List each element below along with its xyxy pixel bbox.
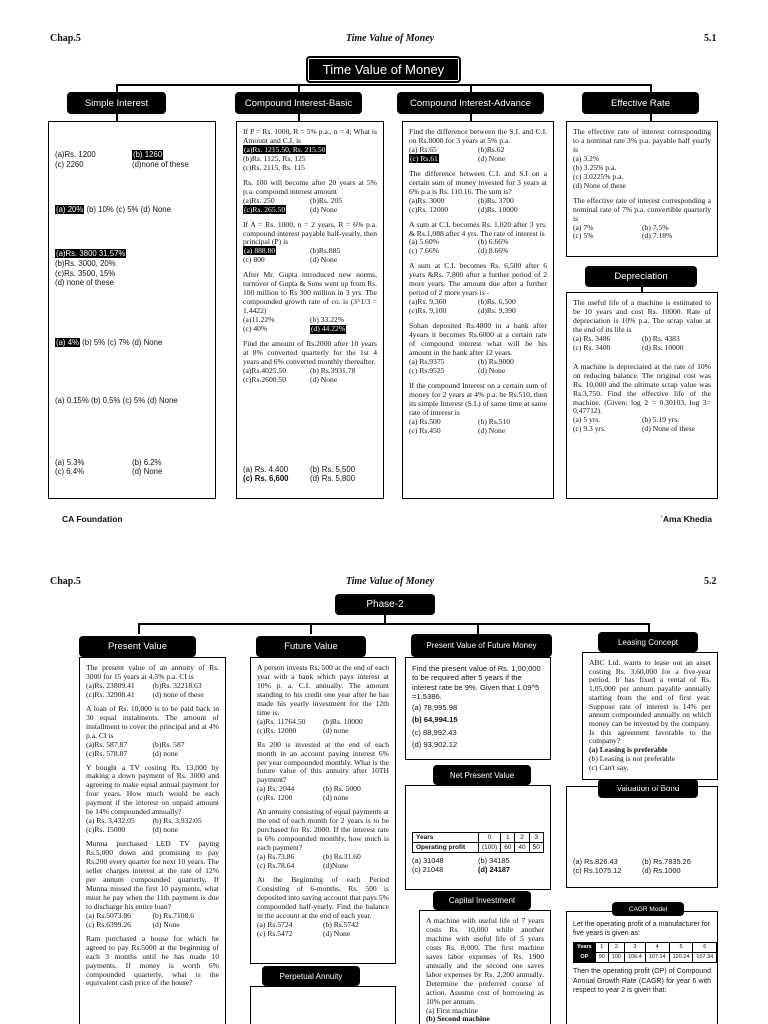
option: (c)Rs. 3500, 15% [55, 268, 116, 278]
option: (d) None [310, 374, 338, 384]
option: (b) 34185 [478, 856, 510, 865]
table-cell: 0 [479, 833, 501, 843]
section-ci-basic: Compound Interest-Basic [235, 92, 362, 114]
option: (b)Rs. 10000 [323, 716, 363, 726]
table-cell: 6 [693, 943, 717, 953]
option: (a) Rs.9375 [409, 356, 445, 366]
question: A sum at C.I. becomes Rs. 6,500 after 6 years &Rs. 7,800 after a further period of 2 more years. The amount due after a further period of 2 more years is - [409, 261, 547, 298]
option: (a)Rs.4025.50 [243, 365, 287, 375]
effective-rate-box [566, 121, 718, 257]
leasing-box [582, 652, 718, 780]
option: (a) First machine [426, 1005, 478, 1015]
table-cell: 107.14 [645, 953, 669, 963]
option: (a) 5 yrs. [573, 415, 601, 425]
question: Find the difference between the S.I. and C.I. on Rs.8000 for 3 years at 5% p.a. [409, 127, 547, 145]
option: (c) Rs.6399.26 [86, 919, 131, 929]
option-answer: (c)Rs. 265.50 [244, 204, 286, 214]
option: (d)None [323, 861, 349, 871]
question: A machine is depreciated at the rate of 10% on reducing balance. The original cost was Rs. 10,000 and the ultimate scrap value was Rs.3,750. Find the effective life of the machine. (Given: log 2 = 0.30103, log 3= 0.47712). [573, 361, 711, 416]
option: (d) none of these [55, 278, 114, 288]
option: (c) Rs.1075.12 [573, 866, 622, 875]
option: (b) 6.2% [132, 457, 162, 467]
option: (a) 31048 [412, 856, 444, 865]
question: If the compound Interest on a certain sum of money for 2 years at 4% p.a. be Rs.510, then its simple Interest (S.I.) of same time at same rate of interest is [409, 380, 547, 417]
option: (c)Rs. 15000 [86, 825, 126, 835]
option: (a) Rs. 2044 [257, 784, 295, 794]
question: At the Beginning of each Period Consisting of 6-months, Rs. 500 is deposited into saving account that pays 5% compounded half-yearly. Find the balance in the account at the end of each year. [257, 874, 389, 920]
section-capital-investment: Capital Investment [433, 891, 531, 910]
section-bond: Valuation of Bond [598, 779, 698, 798]
chapter-label: Chap.5 [50, 576, 81, 587]
option: (a) Rs.5724 [257, 919, 293, 929]
option: (c) Rs.78.64 [257, 861, 295, 871]
option: (d) None [478, 365, 506, 375]
option: (a) Rs.5073.86 [86, 910, 131, 920]
question: Find the amount of Rs.2000 after 10 years at 8% converted quarterly for the 1st 4 years and 6% converted monthly thereafter. [243, 339, 377, 366]
table-header: Years [574, 943, 596, 953]
option: (d) Rs. 10000 [642, 342, 684, 352]
question: Let the operating profit of a manufacturer for five years is given as: [573, 921, 710, 938]
option-answer: (b) Second machine [426, 1014, 490, 1024]
section-future-value: Future Value [256, 636, 366, 657]
option: (c) Rs.450 [409, 425, 441, 435]
ci-advance-box [402, 121, 554, 499]
option: (b) Rs.7835.26 [642, 857, 691, 866]
option: (a) 5.60% [409, 237, 439, 247]
section-ci-advance: Compound Interest-Advance [397, 92, 544, 114]
question: If A = Rs. 1000, n = 2 years, R = 6% p.a. compound interest payable half-yearly, then principal (P) is [243, 219, 377, 247]
option-answer: (b) 64,994.15 [412, 715, 458, 725]
option: (b)Rs. 205 [310, 195, 343, 205]
footer-left: CA Foundation [62, 514, 123, 524]
option: (b)Rs. 1125, Rs. 125 [243, 153, 306, 163]
connector-line [384, 615, 386, 623]
option: (a)Rs. 23809.41 [86, 680, 135, 690]
option: (c) 6.4% [55, 467, 85, 477]
option: (c) Rs.5472 [257, 928, 293, 938]
option-answer: (a)Rs. 3800 31.57% [56, 249, 126, 259]
ci-basic-box [236, 121, 384, 499]
cagr-box [566, 911, 718, 1024]
option: (a) Rs.826.43 [573, 857, 618, 866]
table-cell: 120.24 [669, 953, 693, 963]
section-simple-interest: Simple Interest [67, 92, 166, 114]
option: (c) 3.0225% p.a. [573, 171, 624, 181]
option: (d) 7.18% [642, 231, 673, 241]
option-answer: (d) 44.22% [311, 324, 346, 334]
option: (d)Rs. 10000 [478, 204, 518, 214]
section-leasing: Leasing Concept [598, 632, 698, 652]
question: Find the present value of Rs. 1,00,000 to be required after 5 years if the interest rate be 9%. Given that 1.09^5 =1.5386. [412, 664, 541, 701]
option: (b) Rs. 4383 [642, 333, 680, 343]
option: (b) 7.5% [642, 222, 669, 232]
option: (a) 0.15% (b) 0.5% (c) 5% (d) None [55, 395, 178, 405]
option: (a)11.22% [243, 315, 275, 325]
option: (d) None [132, 467, 163, 477]
option: (a) Rs.65 [409, 144, 437, 154]
option: (a) Rs.73.86 [257, 852, 295, 862]
option: (a) Rs.500 [409, 416, 441, 426]
question: The effective rate of interest corresponding to a nominal rate 3% p.a. payable half yearly is [573, 127, 711, 154]
question: The present value of an annuity of Rs. 3000 for 15 years at 4.5% p.a. CI is [86, 663, 219, 681]
option: (d) None of these [573, 180, 626, 190]
option: (c)Rs.2600.50 [243, 374, 287, 384]
table-cell: 90 [595, 953, 608, 963]
option: (a) Rs. 3,432.05 [86, 816, 135, 826]
option: (b) 33.22% [310, 315, 345, 325]
table-cell: 3 [529, 833, 543, 843]
page-number: 5.2 [704, 576, 717, 587]
option: (c) 800 [243, 255, 265, 265]
connector-line [477, 623, 479, 634]
capital-investment-box [419, 910, 551, 1024]
option-answer: (b) 1260 [133, 150, 163, 159]
option-answer: (c) Rs. 6,600 [243, 474, 289, 484]
option: (a) 78,995.98 [412, 703, 458, 712]
option-answer: (c) Rs.61 [410, 153, 438, 163]
question: Rs 200 is invested at the end of each month in an account paying interest 6% per year compounded monthly. What is the future value of this annuity after 10TH payment? [257, 739, 389, 785]
option: (c)Rs. 12000 [257, 725, 297, 735]
option: (d) none [323, 725, 349, 735]
option: (d) Rs.1000 [642, 866, 681, 875]
connector-line [116, 84, 650, 86]
option: (c)Rs. 2115, Rs. 115 [243, 162, 305, 172]
table-cell: 4 [645, 943, 669, 953]
bond-box [566, 786, 718, 888]
option: (d) 93,902.12 [412, 739, 458, 749]
option: (d) None [310, 255, 338, 265]
phase-title: Phase-2 [335, 594, 435, 615]
question: ABC Ltd. wants to lease out an asset costing Rs. 3,60,000 for a five-year period. It has fixed a rental of Rs. 1,05,000 per annum payable annually starting from the end of first year. Suppose rate of interest is 14% per annum compounded annually on which money can be invested by the company. Is this agreement favorable to the company? [589, 658, 711, 746]
npv-box [405, 785, 551, 890]
section-present-value: Present Value [79, 636, 196, 657]
connector-line [138, 623, 140, 634]
option: (c) 21048 [412, 865, 444, 874]
option: (c)Rs. 12000 [409, 204, 449, 214]
section-effective-rate: Effective Rate [582, 92, 699, 114]
option: (b)Rs.885 [310, 246, 341, 256]
table-cell: 40 [515, 843, 529, 853]
option-answer: (a)Rs. 1215.50, Rs. 215.50 [244, 144, 326, 154]
option: (b)Rs. 3000, 20% [55, 258, 116, 268]
option: (b) 10% (c) 5% (d) None [86, 205, 171, 215]
option: (b)Rs.62 [478, 144, 505, 154]
question: The difference between C.I. and S.I on a certain sum of money invested for 3 years at 6% p.a is Rs. 110.16. The sum is? [409, 168, 547, 196]
footer-right: `Ama Khedia [660, 514, 712, 524]
connector-line [138, 623, 648, 625]
option: (d) None of these [642, 424, 695, 434]
question: A loan of Rs. 10,000 is to be paid back in 30 equal instalments. The amount of installment to cover the principal and at 4% p.a. CI is [86, 703, 219, 740]
question: A machine with useful life of 7 years costs Rs. 10,000 while another machine with useful life of 5 years costs Rs. 8,000. The first machine saves labor expenses of Rs. 1900 annually and the second one saves labor expenses by Rs. 2,200 annually. Determine the preferred course of action. Assume cost of borrowing as 10% per annum. [426, 916, 544, 1006]
connector-line [310, 623, 312, 634]
option: (b)Rs. 3700 [478, 195, 514, 205]
option: (b) Leasing is not preferable [589, 753, 676, 763]
table-cell: 1 [501, 833, 515, 843]
future-value-box [250, 657, 396, 964]
table-cell: 157.34 [693, 953, 717, 963]
connector-line [648, 623, 650, 632]
question: Ram purchased a house for which he agreed to pay Rs.5000 at the beginning of each 3 months until he has made 10 payments. If money is worth 6% compounded quarterly, what is the equivalent cash price of the house? [86, 933, 219, 988]
option-answer: (a) 888.80 [244, 246, 276, 256]
option: (b) 5% (c) 7% (d) None [82, 338, 163, 348]
page-number: 5.1 [704, 33, 717, 44]
option: (a) 3.2% [573, 153, 600, 163]
option-answer: (a) Leasing is preferable [589, 745, 668, 755]
simple-interest-box [48, 121, 216, 499]
option: (c) 9.3 yrs. [573, 424, 606, 434]
option-answer: (d) 24187 [478, 865, 511, 874]
option: (a) 5.3% [55, 457, 85, 467]
connector-line [116, 84, 118, 92]
main-title: Time Value of Money [306, 56, 461, 83]
option-answer: (a) 4% [56, 338, 79, 348]
option: (b) Rs. 5000 [323, 784, 361, 794]
option: (a)Rs. 9,360 [409, 297, 447, 307]
table-header: Operating profit [413, 843, 479, 853]
section-depreciation: Depreciation [585, 266, 697, 287]
question: After Mr. Gupta introduced new norms, turnover of Gupta & Sons went up from Rs. 100 million to Rs 300 million in 3 yrs. The compounded growth rate of co. is (3^1/3 = 1.4422) [243, 270, 377, 316]
question: The effective rate of interest corresponding a nominal rate of 7% p.a. convertible quarterly is [573, 195, 711, 223]
option: (c) Can't say. [589, 762, 629, 772]
option: (b) Rs.31.60 [323, 852, 361, 862]
option: (a) Rs. 4,400 [243, 465, 289, 474]
table-cell: 50 [529, 843, 543, 853]
cagr-table [573, 942, 717, 963]
option: (c) Rs.9525 [409, 365, 445, 375]
option: (d) 8.66% [478, 246, 509, 256]
option: (c) 40% [243, 324, 268, 334]
section-cagr: CAGR Model [612, 902, 684, 916]
option: (d) None [152, 919, 180, 929]
question: Rs. 100 will become after 20 years at 5% p.a. compound interest amount [243, 177, 377, 196]
option: (d) none of these [152, 689, 204, 699]
table-cell: 5 [669, 943, 693, 953]
table-cell: 100 [608, 953, 624, 963]
option: (a) Rs. 3486 [573, 333, 611, 343]
option: (c)Rs. 9,100 [409, 306, 447, 316]
question: Y bought a TV costing Rs. 13,000 by making a down payment of Rs. 3000 and agreeing to make equal annual payment for four years. How much would be each payment if the interest on unpaid amount be 14% compounded annually? [86, 762, 219, 817]
option: (b) Rs.3931.78 [310, 365, 356, 375]
option: (b)Rs. 32218.63 [152, 680, 202, 690]
option: (d) none [323, 793, 349, 803]
option: (b)Rs. 587 [152, 739, 185, 749]
option: (c) Rs. 3400 [573, 342, 611, 352]
table-header: Years [413, 833, 479, 843]
option: (c)Rs. 1200 [257, 793, 293, 803]
option: (b) 6.66% [478, 237, 509, 247]
option: (d)Rs. 9,390 [478, 306, 516, 316]
npv-table [412, 832, 544, 853]
question: Sohan deposited Rs.4800 in a bank after 4years it becomes Rs.6000 at a certain rate of compound interest what will be his amount in the bank after 12 years. [409, 321, 547, 357]
option: (b) Rs. 3,932.05 [152, 816, 202, 826]
table-cell: 60 [501, 843, 515, 853]
question: A sum at C.I. becomes Rs. 1,020 after 3 yrs. & Rs.1,088 after 4 yrs. The rate of interest is [409, 219, 547, 238]
table-header: OP [574, 953, 596, 963]
option: (b)Rs. 6,500 [478, 297, 516, 307]
table-cell: 2 [608, 943, 624, 953]
table-cell: 2 [515, 833, 529, 843]
option: (d) None [478, 153, 506, 163]
option: (a)Rs. 11764.50 [257, 716, 306, 726]
option: (c) 5% [573, 231, 594, 241]
option: (c) 7.66% [409, 246, 439, 256]
option: (b) 3.25% p.a. [573, 162, 617, 172]
option: (d) none [152, 825, 179, 835]
question: An annuity consisting of equal payments at the end of each month for 2 years is to be purchased for Rs. 2000. If the interest rate is 6% compounded monthly, how much is each payment? [257, 807, 389, 853]
connector-line [650, 84, 652, 92]
connector-line [470, 84, 472, 92]
option: (c) 88,992.43 [412, 727, 457, 737]
table-cell: 106.4 [625, 953, 646, 963]
depreciation-box [566, 292, 718, 499]
option: (d)none of these [132, 159, 189, 169]
present-value-box [79, 657, 226, 1024]
option: (b) Rs.9000 [478, 356, 514, 366]
option: (d) Rs. 5,800 [310, 474, 356, 484]
header-title: Time Value of Money [345, 33, 435, 44]
option: (d) None [323, 928, 351, 938]
pv-future-money-box [405, 657, 551, 760]
section-perpetual-annuity: Perpetual Annuity [262, 966, 360, 986]
option: (a)Rs. 1200 [55, 150, 96, 159]
table-cell: 3 [625, 943, 646, 953]
option: (b) Rs. 5,500 [310, 465, 356, 474]
header-title: Time Value of Money [345, 576, 435, 587]
option: (d) None [478, 425, 506, 435]
question: Then the operating profit (OP) of Compound Annual Growth Rate (CAGR) for year 6 with respect to year 2 is given that: [573, 968, 711, 994]
section-pv-future-money: Present Value of Future Money [411, 634, 552, 657]
question: The useful life of a machine is estimated to be 10 years and cost Rs. 10000. Rate of depreciation is 10% p.a. The scrap value at the end of its life is [573, 298, 711, 334]
option: (b) 5.19 yrs. [642, 415, 680, 425]
option: (b) Rs.7108.6 [152, 910, 195, 920]
option: (b) Rs.510 [478, 416, 511, 426]
option-answer: (a) 20% [56, 205, 84, 215]
option: (a)Rs. 3000 [409, 195, 445, 205]
chapter-label: Chap.5 [50, 33, 81, 44]
option: (c)Rs. 32908.41 [86, 689, 135, 699]
option: (d) None [310, 204, 338, 214]
option: (c)Rs. 578.87 [86, 748, 128, 758]
perpetual-annuity-box [250, 986, 396, 1024]
section-npv: Net Present Value [433, 765, 531, 785]
question: Munna purchased LED TV paying Rs.5,000 down and promising to pay Rs.200 every quarter for next 10 years. The seller charges interest at the rate of 12% per annum compounded quarterly. If Munna missed the first 10 payments, what must he pay when the 11th payment is due to discharge his entire loan? [86, 839, 219, 911]
question: A person invests Rs. 500 at the end of each year with a bank which pays interest at 10% p. a. C.I. annually. The amount standing to his credit one year after he has made his yearly investment for the 12th time is. [257, 663, 389, 717]
option: (d) none [152, 748, 179, 758]
table-cell: 1 [595, 943, 608, 953]
table-cell: (100) [479, 843, 501, 853]
option: (c) 2260 [55, 159, 84, 169]
question: If P = Rs. 1000, R = 5% p.a., n = 4; What is Amount and C.I. is [243, 127, 377, 145]
option: (a) 7% [573, 222, 594, 232]
option: (a)Rs. 250 [243, 195, 275, 205]
option: (b) Rs.5742 [323, 919, 359, 929]
connector-line [298, 84, 300, 92]
option: (a)Rs. 587.87 [86, 739, 128, 749]
